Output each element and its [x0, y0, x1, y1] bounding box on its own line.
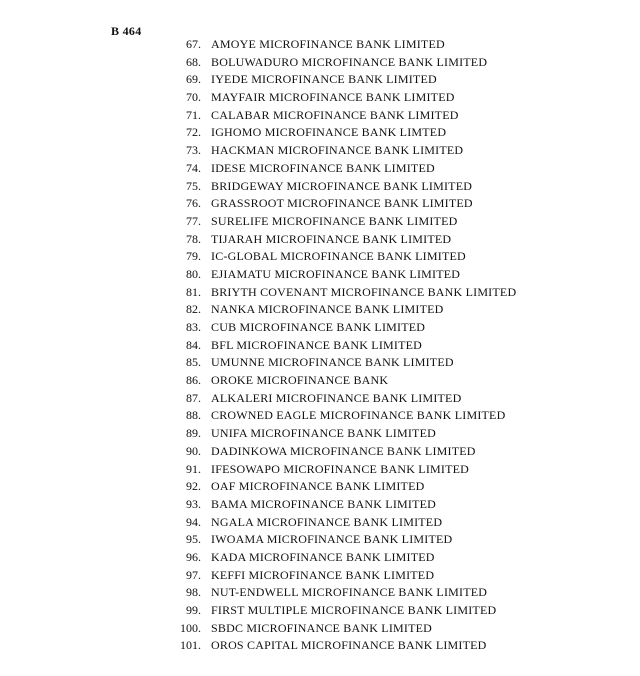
list-item-bank-name: BRIYTH COVENANT MICROFINANCE BANK LIMITED — [211, 284, 517, 299]
list-item — [172, 266, 516, 284]
list-item-bank-name: BAMA MICROFINANCE BANK LIMITED — [211, 496, 437, 511]
list-item — [172, 407, 516, 425]
list-item — [172, 248, 516, 266]
list-item-number: 75. — [186, 178, 201, 193]
list-item-number: 101. — [180, 638, 201, 653]
list-item — [172, 36, 516, 54]
list-item-bank-name: UNIFA MICROFINANCE BANK LIMITED — [211, 426, 436, 441]
list-item-bank-name: CROWNED EAGLE MICROFINANCE BANK LIMITED — [211, 408, 506, 423]
list-item-number: 78. — [186, 231, 201, 246]
list-item-bank-name: HACKMAN MICROFINANCE BANK LIMITED — [211, 143, 464, 158]
list-item — [172, 602, 516, 620]
list-item-number: 67. — [186, 37, 201, 51]
list-item — [172, 337, 516, 355]
list-item-number: 91. — [186, 461, 201, 476]
list-item-bank-name: NUT-ENDWELL MICROFINANCE BANK LIMITED — [211, 585, 488, 600]
list-item-number: 85. — [186, 355, 201, 370]
list-item — [172, 71, 516, 89]
list-item-bank-name: IC-GLOBAL MICROFINANCE BANK LIMITED — [211, 249, 466, 264]
list-item-bank-name: AMOYE MICROFINANCE BANK LIMITED — [211, 37, 445, 51]
list-item-bank-name: MAYFAIR MICROFINANCE BANK LIMITED — [211, 90, 455, 105]
list-item-bank-name: IGHOMO MICROFINANCE BANK LIMTED — [211, 125, 447, 140]
list-item-number: 77. — [186, 213, 201, 228]
list-item-number: 94. — [186, 514, 201, 529]
list-item-number: 82. — [186, 302, 201, 317]
list-item-number: 74. — [186, 160, 201, 175]
list-item-number: 93. — [186, 496, 201, 511]
list-item-bank-name: IYEDE MICROFINANCE BANK LIMITED — [211, 72, 437, 87]
list-item — [172, 461, 516, 479]
list-item-number: 92. — [186, 479, 201, 494]
list-item-number: 86. — [186, 373, 201, 388]
list-item-bank-name: EJIAMATU MICROFINANCE BANK LIMITED — [211, 266, 461, 281]
list-item-bank-name: ALKALERI MICROFINANCE BANK LIMITED — [211, 390, 462, 405]
list-item — [172, 89, 516, 107]
list-item-bank-name: OAF MICROFINANCE BANK LIMITED — [211, 479, 425, 494]
list-item-bank-name: GRASSROOT MICROFINANCE BANK LIMITED — [211, 196, 473, 211]
list-item — [172, 549, 516, 567]
list-item — [172, 567, 516, 585]
list-item-bank-name: IDESE MICROFINANCE BANK LIMITED — [211, 160, 435, 175]
list-item — [172, 390, 516, 408]
list-item-number: 90. — [186, 443, 201, 458]
list-item-bank-name: KADA MICROFINANCE BANK LIMITED — [211, 549, 435, 564]
list-item-number: 76. — [186, 196, 201, 211]
list-item — [172, 195, 516, 213]
list-item — [172, 213, 516, 231]
list-item-number: 100. — [180, 620, 201, 635]
list-item-number: 96. — [186, 549, 201, 564]
list-item-number: 79. — [186, 249, 201, 264]
list-item-bank-name: FIRST MULTIPLE MICROFINANCE BANK LIMITED — [211, 603, 497, 617]
list-item-bank-name: BOLUWADURO MICROFINANCE BANK LIMITED — [211, 54, 488, 69]
list-item-bank-name: OROKE MICROFINANCE BANK — [211, 373, 389, 388]
list-item — [172, 478, 516, 496]
list-item — [172, 231, 516, 249]
list-item — [172, 584, 516, 602]
list-item-bank-name: IFESOWAPO MICROFINANCE BANK LIMITED — [211, 461, 470, 476]
list-item-bank-name: CALABAR MICROFINANCE BANK LIMITED — [211, 107, 459, 122]
list-item-number: 72. — [186, 125, 201, 140]
list-item — [172, 124, 516, 142]
page-header-code: B 464 — [111, 24, 142, 38]
list-item-bank-name: BFL MICROFINANCE BANK LIMITED — [211, 337, 423, 352]
list-item-number: 83. — [186, 320, 201, 334]
list-item-bank-name: BRIDGEWAY MICROFINANCE BANK LIMITED — [211, 178, 473, 193]
list-item — [172, 496, 516, 514]
list-item — [172, 160, 516, 178]
list-item-number: 69. — [186, 72, 201, 87]
list-item-number: 71. — [186, 107, 201, 122]
list-item-bank-name: NANKA MICROFINANCE BANK LIMITED — [211, 302, 444, 317]
list-item — [172, 372, 516, 390]
list-item-number: 97. — [186, 567, 201, 582]
list-item-bank-name: DADINKOWA MICROFINANCE BANK LIMITED — [211, 443, 476, 458]
list-item-number: 84. — [186, 337, 201, 352]
list-item-number: 95. — [186, 532, 201, 547]
list-item-number: 68. — [186, 54, 201, 69]
list-item-bank-name: OROS CAPITAL MICROFINANCE BANK LIMITED — [211, 638, 487, 653]
list-item — [172, 301, 516, 319]
list-item-number: 73. — [186, 143, 201, 158]
list-item — [172, 54, 516, 72]
list-item-number: 98. — [186, 585, 201, 600]
list-item-bank-name: KEFFI MICROFINANCE BANK LIMITED — [211, 567, 435, 582]
list-item-number: 99. — [186, 603, 201, 617]
list-item — [172, 443, 516, 461]
list-item-bank-name: UMUNNE MICROFINANCE BANK LIMITED — [211, 355, 454, 370]
list-item-number: 88. — [186, 408, 201, 423]
list-item — [172, 107, 516, 125]
list-item — [172, 637, 516, 655]
list-item — [172, 620, 516, 638]
list-item-bank-name: SBDC MICROFINANCE BANK LIMITED — [211, 620, 433, 635]
list-item-bank-name: TIJARAH MICROFINANCE BANK LIMITED — [211, 231, 452, 246]
list-item-bank-name: IWOAMA MICROFINANCE BANK LIMITED — [211, 532, 453, 547]
list-item — [172, 142, 516, 160]
list-item-bank-name: NGALA MICROFINANCE BANK LIMITED — [211, 514, 443, 529]
list-item — [172, 284, 516, 302]
list-item — [172, 425, 516, 443]
list-item-number: 87. — [186, 390, 201, 405]
list-item-bank-name: SURELIFE MICROFINANCE BANK LIMITED — [211, 213, 458, 228]
list-item-number: 81. — [186, 284, 201, 299]
list-item — [172, 531, 516, 549]
list-item-number: 89. — [186, 426, 201, 441]
list-item-bank-name: CUB MICROFINANCE BANK LIMITED — [211, 320, 426, 334]
list-item — [172, 354, 516, 372]
bank-list — [172, 36, 516, 655]
list-item — [172, 178, 516, 196]
list-item-number: 80. — [186, 266, 201, 281]
list-item — [172, 319, 516, 337]
list-item-number: 70. — [186, 90, 201, 105]
list-item — [172, 514, 516, 532]
